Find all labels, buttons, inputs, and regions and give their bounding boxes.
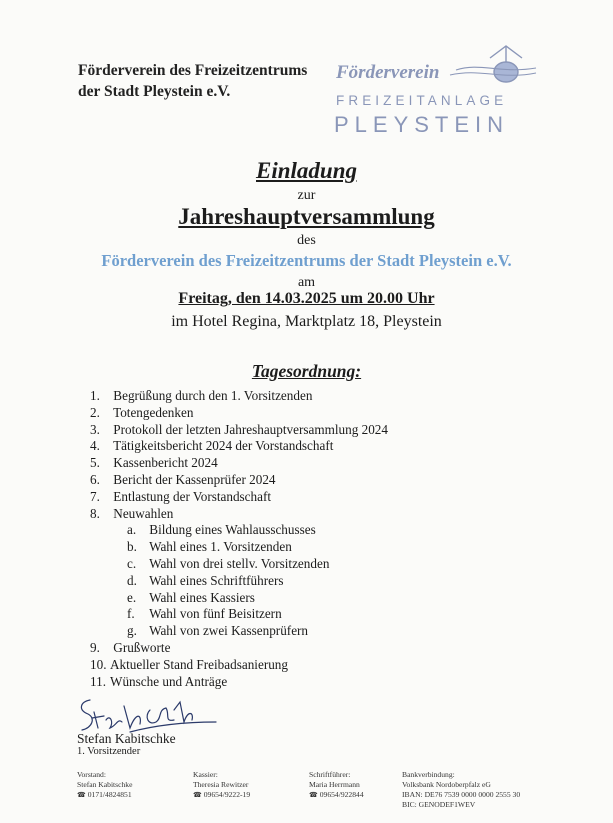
agenda-item xyxy=(90,674,388,691)
agenda-subitem-text: Bildung eines Wahlausschusses xyxy=(149,522,316,538)
agenda-subitem xyxy=(90,606,388,623)
agenda-item-text: Grußworte xyxy=(113,639,171,655)
agenda-item xyxy=(90,472,388,489)
footer-schriftfuehrer-name: Maria Herrmann xyxy=(309,780,360,789)
agenda-item-text: Kassenbericht 2024 xyxy=(113,455,218,471)
meeting-venue: im Hotel Regina, Marktplatz 18, Pleystein xyxy=(171,313,442,330)
agenda-item-number: 6. xyxy=(90,471,100,487)
agenda-item xyxy=(90,405,388,422)
agenda-item-text: Protokoll der letzten Jahreshauptversammlung 2024 xyxy=(113,421,388,437)
invitation-zur: zur xyxy=(297,188,316,203)
footer-kassier-label: Kassier: xyxy=(193,770,218,779)
invitation-des: des xyxy=(297,233,316,248)
agenda-item xyxy=(90,422,388,439)
agenda-item-number: 4. xyxy=(90,438,100,454)
logo-house-icon xyxy=(450,46,536,82)
footer-vorstand-name: Stefan Kabitschke xyxy=(77,780,133,789)
agenda-subitem xyxy=(90,623,388,640)
agenda-subitem-letter: a. xyxy=(127,522,137,538)
agenda-subitem-text: Wahl eines Kassiers xyxy=(149,589,255,605)
agenda-item-number: 2. xyxy=(90,404,100,420)
agenda-item-number: 3. xyxy=(90,421,100,437)
invitation-title: Einladung xyxy=(256,158,357,183)
signatory-name: Stefan Kabitschke xyxy=(77,731,176,746)
agenda-item-text: Bericht der Kassenprüfer 2024 xyxy=(113,471,276,487)
agenda-subitem-letter: c. xyxy=(127,555,137,571)
agenda-subitem xyxy=(90,590,388,607)
agenda-subitem-letter: e. xyxy=(127,589,137,605)
agenda-subitem-letter: f. xyxy=(127,606,135,622)
footer-schriftfuehrer-phone: 09654/922844 xyxy=(319,790,364,799)
agenda-title: Tagesordnung: xyxy=(251,361,362,381)
footer-bank-iban: IBAN: DE76 7539 0000 0000 2555 30 xyxy=(402,790,521,799)
org-name xyxy=(78,60,307,102)
footer-kassier-phone: 09654/9222-19 xyxy=(203,790,251,799)
footer-vorstand xyxy=(77,770,132,800)
agenda-subitem xyxy=(90,573,388,590)
agenda-item-text: Totengedenken xyxy=(113,404,194,420)
org-name-line2: der Stadt Pleystein e.V. xyxy=(78,83,231,100)
agenda-item xyxy=(90,657,388,674)
footer-schriftfuehrer-label: Schriftführer: xyxy=(309,770,351,779)
agenda-item xyxy=(90,506,388,523)
agenda-item-number: 9. xyxy=(90,639,100,655)
phone-icon: ☎ xyxy=(193,791,202,799)
association-logo xyxy=(330,44,540,136)
agenda-item xyxy=(90,388,388,405)
logo-script-text: Förderverein xyxy=(336,62,440,83)
agenda-subitem-text: Wahl von zwei Kassenprüfern xyxy=(149,623,309,639)
footer-vorstand-label: Vorstand: xyxy=(77,770,106,779)
agenda-subitem-letter: b. xyxy=(127,539,137,555)
meeting-name: Jahreshauptversammlung xyxy=(178,204,435,229)
phone-icon: ☎ xyxy=(77,791,86,799)
footer-bank xyxy=(402,770,520,810)
agenda-item xyxy=(90,489,388,506)
agenda-item-text: Wünsche und Anträge xyxy=(110,673,228,689)
agenda-item-text: Tätigkeitsbericht 2024 der Vorstandschaft xyxy=(113,438,334,454)
agenda-item xyxy=(90,438,388,455)
footer-bank-name: Volksbank Nordoberpfalz eG xyxy=(402,780,491,789)
agenda-item-number: 8. xyxy=(90,505,100,521)
footer-vorstand-phone: 0171/4824851 xyxy=(87,790,132,799)
agenda-item-number: 10. xyxy=(90,656,107,672)
agenda-item xyxy=(90,640,388,657)
agenda-item-text: Entlastung der Vorstandschaft xyxy=(113,488,272,504)
agenda-item xyxy=(90,455,388,472)
footer-bank-bic: BIC: GENODEF1WEV xyxy=(402,800,476,809)
footer-kassier-name: Theresia Rewitzer xyxy=(193,780,249,789)
agenda-subitem-text: Wahl eines Schriftführers xyxy=(149,572,284,588)
footer-kassier xyxy=(193,770,250,800)
agenda-item-text: Neuwahlen xyxy=(113,505,174,521)
agenda-subitem xyxy=(90,539,388,556)
logo-line2: FREIZEITANLAGE xyxy=(336,93,508,108)
footer-schriftfuehrer xyxy=(309,770,364,800)
agenda-item-number: 1. xyxy=(90,388,100,403)
agenda-item-text: Begrüßung durch den 1. Vorsitzenden xyxy=(113,388,313,403)
org-name-line1: Förderverein des Freizeitzentrums xyxy=(78,62,308,79)
agenda-subitem-letter: g. xyxy=(127,623,137,639)
signatory-role: 1. Vorsitzender xyxy=(77,746,141,757)
agenda-item-number: 7. xyxy=(90,488,100,504)
meeting-date: Freitag, den 14.03.2025 um 20.00 Uhr xyxy=(178,290,435,307)
agenda-subitem-text: Wahl von fünf Beisitzern xyxy=(149,606,282,622)
agenda-list xyxy=(90,388,388,690)
footer-bank-label: Bankverbindung: xyxy=(402,770,455,779)
logo-line3: PLEYSTEIN xyxy=(334,112,510,136)
agenda-subitem-letter: d. xyxy=(127,572,137,588)
agenda-item-number: 11. xyxy=(90,673,106,689)
invitation-am: am xyxy=(297,275,316,290)
agenda-subitem-text: Wahl von drei stellv. Vorsitzenden xyxy=(149,555,330,571)
association-name: Förderverein des Freizeitzentrums der Stadt Pleystein e.V. xyxy=(101,251,512,270)
agenda-item-text: Aktueller Stand Freibadsanierung xyxy=(110,656,288,672)
agenda-subitem xyxy=(90,556,388,573)
agenda-subitem xyxy=(90,522,388,539)
agenda-item-number: 5. xyxy=(90,455,100,471)
agenda-subitem-text: Wahl eines 1. Vorsitzenden xyxy=(149,539,292,555)
phone-icon: ☎ xyxy=(309,791,318,799)
